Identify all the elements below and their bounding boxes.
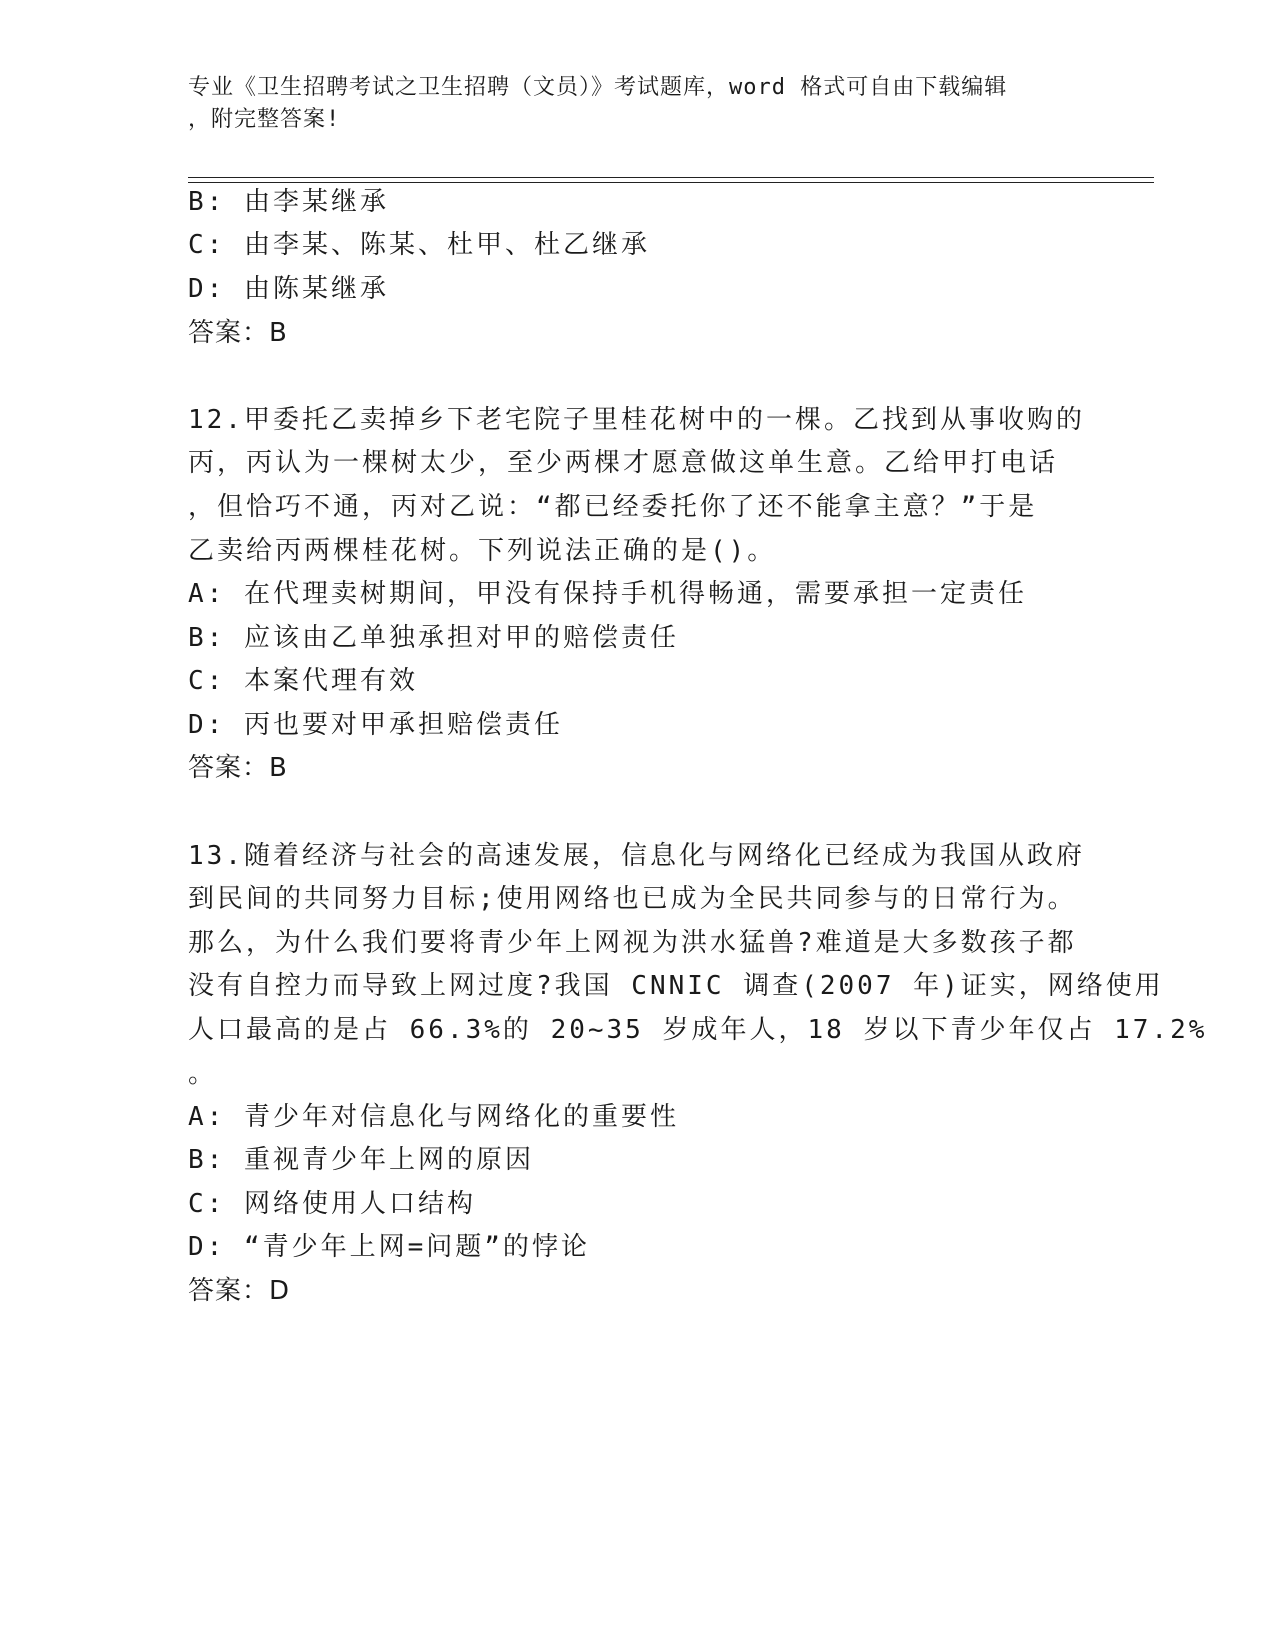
q13-stem-line: 。 — [188, 1059, 218, 1089]
q12-answer: 答案：B — [188, 753, 288, 783]
q11-option-d: D: 由陈某继承 — [188, 274, 389, 304]
q12-stem-line: 乙卖给丙两棵桂花树。下列说法正确的是()。 — [188, 536, 777, 566]
q12-option-a: A: 在代理卖树期间，甲没有保持手机得畅通，需要承担一定责任 — [188, 579, 1027, 609]
q12-option-d: D: 丙也要对甲承担赔偿责任 — [188, 710, 563, 740]
q11-option-b: B: 由李某继承 — [188, 187, 389, 217]
q13-stem-line: 没有自控力而导致上网过度?我国 CNNIC 调查(2007 年)证实，网络使用 — [188, 971, 1164, 1001]
q12-stem-line: ，但恰巧不通，丙对乙说：“都已经委托你了还不能拿主意？”于是 — [188, 492, 1038, 522]
q13-stem-line: 13.随着经济与社会的高速发展，信息化与网络化已经成为我国从政府 — [188, 841, 1085, 871]
q12-option-c: C: 本案代理有效 — [188, 666, 418, 696]
q13-option-c: C: 网络使用人口结构 — [188, 1189, 476, 1219]
header-line-1: 专业《卫生招聘考试之卫生招聘（文员）》考试题库，word 格式可自由下载编辑 — [188, 75, 1008, 100]
q11-option-c: C: 由李某、陈某、杜甲、杜乙继承 — [188, 230, 650, 260]
q12-stem-line: 丙，丙认为一棵树太少，至少两棵才愿意做这单生意。乙给甲打电话 — [188, 448, 1059, 478]
header-divider-top — [188, 177, 1154, 178]
header-divider-bottom — [188, 182, 1154, 183]
document-header — [188, 72, 1088, 136]
header-line-2: ，附完整答案! — [188, 107, 341, 132]
q11-answer: 答案：B — [188, 318, 288, 348]
q13-stem-line: 那么，为什么我们要将青少年上网视为洪水猛兽?难道是大多数孩子都 — [188, 928, 1077, 958]
q13-answer: 答案：D — [188, 1276, 291, 1306]
q13-option-b: B: 重视青少年上网的原因 — [188, 1145, 534, 1175]
q13-option-d: D: “青少年上网=问题”的悖论 — [188, 1232, 590, 1262]
q13-stem-line: 人口最高的是占 66.3%的 20~35 岁成年人，18 岁以下青少年仅占 17.2% — [188, 1015, 1208, 1045]
q13-option-a: A: 青少年对信息化与网络化的重要性 — [188, 1102, 679, 1132]
q12-option-b: B: 应该由乙单独承担对甲的赔偿责任 — [188, 623, 679, 653]
q13-stem-line: 到民间的共同努力目标;使用网络也已成为全民共同参与的日常行为。 — [188, 884, 1077, 914]
q12-stem-line: 12.甲委托乙卖掉乡下老宅院子里桂花树中的一棵。乙找到从事收购的 — [188, 405, 1085, 435]
